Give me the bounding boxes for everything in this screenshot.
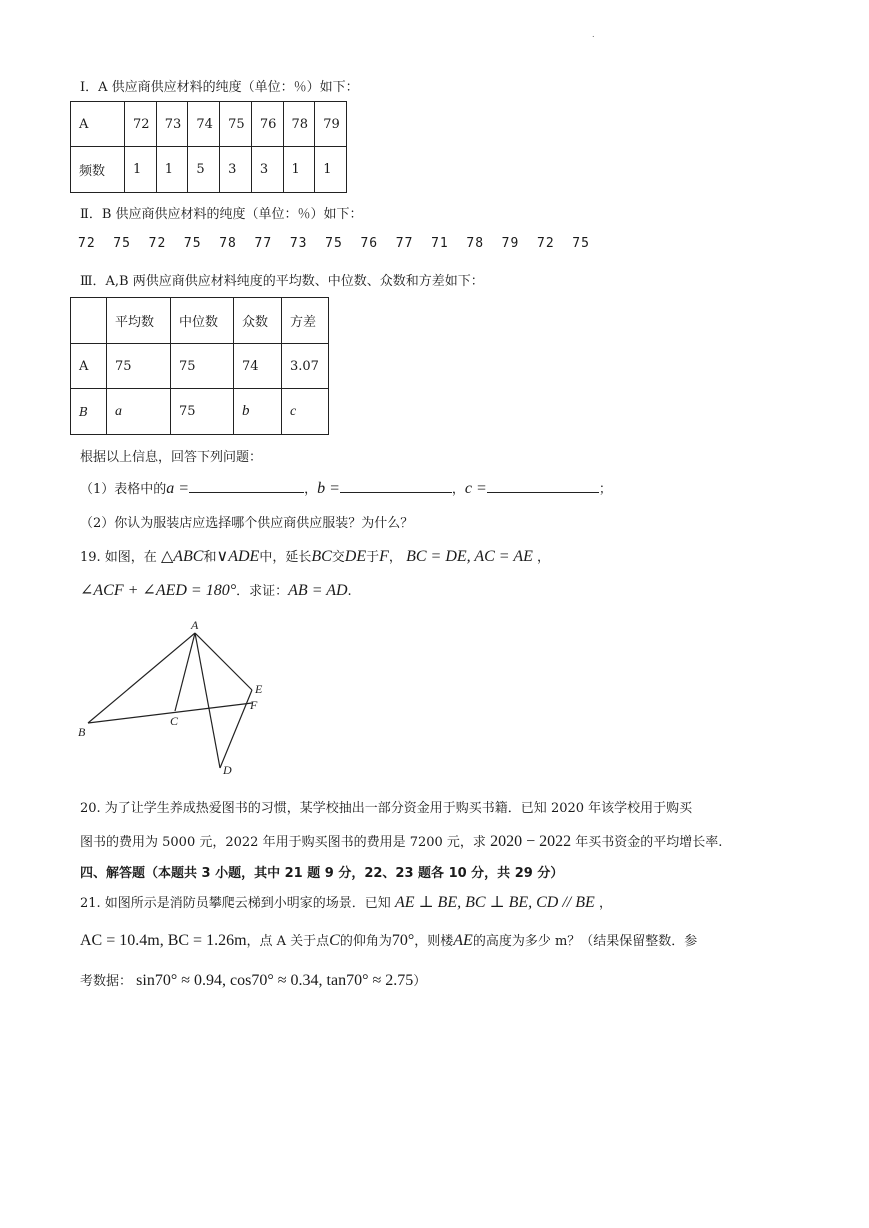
q19-text: 和: [203, 550, 217, 565]
table-cell: 75: [107, 344, 171, 389]
header-dot: .: [592, 30, 595, 39]
q21-text: ）: [413, 974, 427, 989]
q21-text: 考数据：: [80, 974, 133, 989]
q19-text: 中，延长: [259, 550, 312, 565]
table-cell: 78: [283, 102, 315, 147]
column-header: 中位数: [171, 298, 234, 344]
question-21-line-1: [80, 892, 612, 912]
table-cell: 1: [125, 147, 157, 193]
part-iii-title: Ⅲ．A,B 两供应商供应材料纯度的平均数、中位数、众数和方差如下：: [80, 274, 484, 289]
table-cell: 1: [315, 147, 347, 193]
angle-condition: ∠ACF + ∠AED = 180°: [80, 582, 237, 599]
triangle-ade: ∨ADE: [216, 548, 260, 565]
label-c: C: [170, 714, 179, 728]
row-label-b: B: [71, 389, 107, 435]
table-cell: 76: [251, 102, 283, 147]
q21-text: 的高度为多少 m？（结果保留整数．参: [472, 934, 698, 949]
year-range: 2020 − 2022: [490, 833, 572, 850]
part-i-title: Ⅰ．A 供应商供应材料的纯度（单位：％）如下：: [80, 80, 359, 95]
q21-conditions: AE ⊥ BE, BC ⊥ BE, CD // BE: [394, 894, 595, 911]
table-cell: 75: [171, 344, 234, 389]
point-c: C: [329, 932, 340, 949]
q19-text: .: [347, 584, 352, 599]
label-a: A: [191, 618, 199, 632]
q21-text: ，点 A 关于点: [246, 934, 330, 949]
row-label-frequency: 频数: [71, 147, 125, 193]
q20-text: 图书的费用为 5000 元，2022 年用于购买图书的费用是 7200 元，求: [80, 835, 486, 850]
triangle-abc: △ABC: [160, 548, 204, 565]
question-21-line-2: [80, 930, 697, 950]
reference-data: sin70° ≈ 0.94, cos70° ≈ 0.34, tan70° ≈ 2.75: [136, 972, 414, 989]
separator: ，: [451, 482, 465, 497]
q21-text: ，则楼: [414, 934, 454, 949]
variable-c: c =: [464, 480, 487, 497]
segment-ad: [195, 633, 220, 768]
q21-given-values: AC = 10.4m, BC = 1.26m: [80, 932, 247, 949]
end-punctuation: ；: [598, 482, 612, 497]
column-header: 平均数: [107, 298, 171, 344]
q19-condition: BC = DE, AC = AE: [406, 548, 533, 565]
table-cell: 75: [171, 389, 234, 435]
question-20-line-1: 20. 为了让学生养成热爱图书的习惯，某学校抽出一部分资金用于购买书籍．已知 2020 年该学校用于购买: [80, 801, 693, 816]
segment-ac: [175, 633, 195, 711]
q19-text: ，: [537, 550, 551, 565]
q19-text: ．求证：: [236, 584, 289, 599]
table-cell: 3.07: [282, 344, 329, 389]
table-cell: 75: [220, 102, 252, 147]
part-ii-data: 72 75 72 75 78 77 73 75 76 77 71 78 79 72 75: [78, 236, 590, 251]
table-cell-c: c: [282, 389, 329, 435]
label-b: B: [78, 725, 86, 739]
q19-text: 交: [331, 550, 345, 565]
segment-de: DE: [344, 548, 367, 565]
label-e: E: [255, 682, 263, 696]
question-21-line-3: [80, 970, 426, 990]
variable-a: a =: [166, 480, 190, 497]
segment-ab: [88, 633, 195, 723]
table-cell-b: b: [234, 389, 282, 435]
table-cell: 74: [188, 102, 220, 147]
q19-text: 于: [366, 550, 380, 565]
label-d: D: [223, 763, 232, 777]
question-2: （2）你认为服装店应选择哪个供应商供应服装？为什么？: [80, 516, 414, 531]
row-label-a: A: [71, 102, 125, 147]
proof-goal: AB = AD: [288, 582, 348, 599]
table-cell: 73: [156, 102, 188, 147]
section-4-heading: 四、解答题（本题共 3 小题，其中 21 题 9 分，22、23 题各 10 分，共 29 分）: [80, 866, 564, 881]
table-cell: 1: [283, 147, 315, 193]
table-cell: 1: [156, 147, 188, 193]
segment-ed: [220, 690, 252, 768]
part-ii-title: Ⅱ．B 供应商供应材料的纯度（单位：％）如下：: [80, 207, 363, 222]
q21-text: ，: [598, 896, 612, 911]
table-cell: 79: [315, 102, 347, 147]
angle-value: 70°: [391, 932, 415, 949]
q20-text: 年买书资金的平均增长率.: [575, 835, 723, 850]
table-cell: 5: [188, 147, 220, 193]
q19-text: ，: [388, 550, 402, 565]
answer-intro: 根据以上信息，回答下列问题：: [80, 450, 263, 465]
table-cell: 74: [234, 344, 282, 389]
question-20-line-2: [80, 831, 722, 851]
column-header: 方差: [282, 298, 329, 344]
row-label-a: A: [71, 344, 107, 389]
table-cell-a: a: [107, 389, 171, 435]
q21-text: 的仰角为: [339, 934, 392, 949]
q19-text: 19. 如图，在: [80, 550, 157, 565]
segment-ae: AE: [453, 932, 473, 949]
table-cell: 72: [125, 102, 157, 147]
column-header: 众数: [234, 298, 282, 344]
point-f: F: [379, 548, 389, 565]
variable-b: b =: [317, 480, 340, 497]
q21-text: 21. 如图所示是消防员攀爬云梯到小明家的场景．已知: [80, 896, 391, 911]
separator: ，: [304, 482, 318, 497]
table-cell: 3: [251, 147, 283, 193]
segment-bc: BC: [311, 548, 332, 565]
question-1-prefix: （1）表格中的: [80, 482, 167, 497]
table-cell: 3: [220, 147, 252, 193]
label-f: F: [250, 698, 258, 712]
